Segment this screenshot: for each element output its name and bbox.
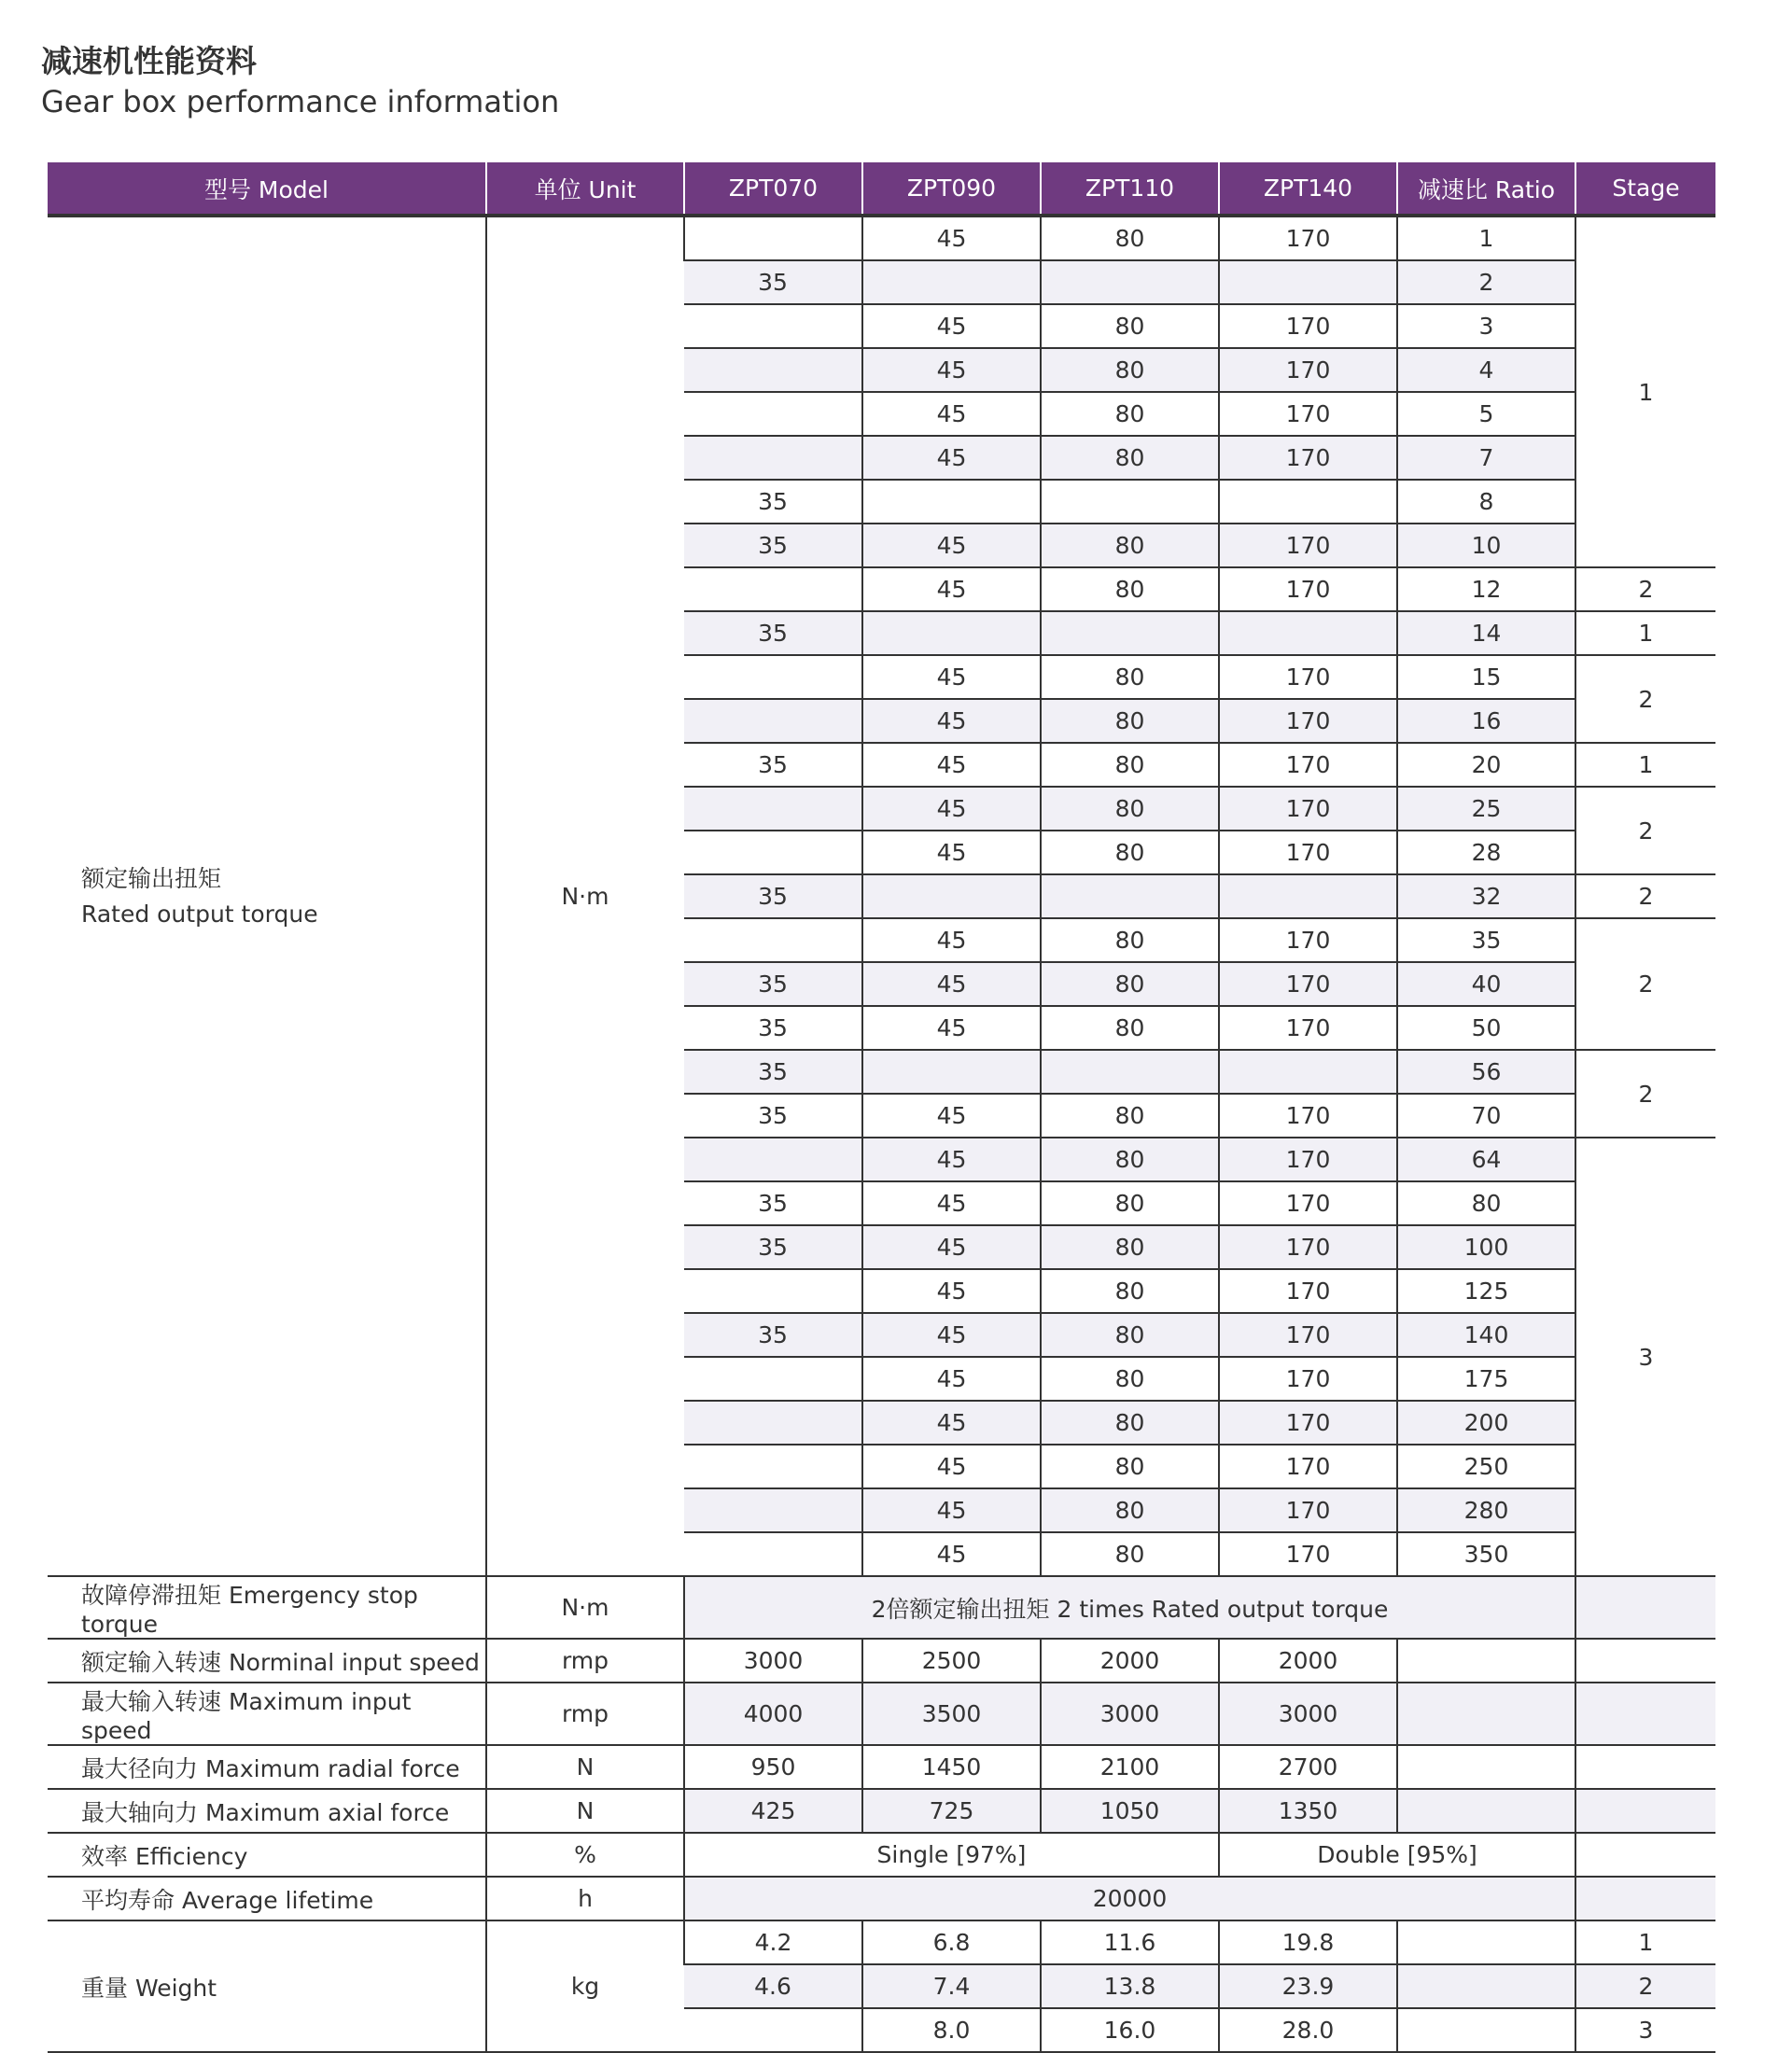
torque-zpt090-cell: 45	[862, 304, 1041, 348]
torque-ratio-cell: 15	[1397, 655, 1575, 699]
torque-zpt070-cell: 35	[684, 962, 862, 1006]
stage-cell: 2	[1575, 655, 1715, 743]
stage-cell: 1	[1575, 216, 1715, 567]
axial-zpt070: 425	[684, 1789, 862, 1833]
table-row	[48, 1877, 1715, 1920]
torque-ratio-cell: 14	[1397, 611, 1575, 655]
torque-zpt070-cell: 35	[684, 1225, 862, 1269]
torque-zpt140-cell: 170	[1219, 567, 1397, 611]
empty-cell	[1575, 1745, 1715, 1789]
torque-zpt140-cell	[1219, 874, 1397, 918]
torque-zpt090-cell: 45	[862, 1401, 1041, 1445]
weight-zpt070-cell: 4.2	[684, 1920, 862, 1964]
torque-zpt140-cell: 170	[1219, 1488, 1397, 1532]
weight-label: 重量 Weight	[48, 1920, 486, 2052]
weight-zpt140-cell: 19.8	[1219, 1920, 1397, 1964]
torque-zpt140-cell: 170	[1219, 1532, 1397, 1576]
torque-zpt110-cell: 80	[1041, 1401, 1219, 1445]
torque-zpt070-cell	[684, 304, 862, 348]
torque-label-en: Rated output torque	[81, 900, 318, 928]
torque-zpt140-cell: 170	[1219, 436, 1397, 480]
torque-zpt140-cell: 170	[1219, 1357, 1397, 1401]
torque-zpt090-cell: 45	[862, 1313, 1041, 1357]
torque-zpt110-cell: 80	[1041, 524, 1219, 567]
efficiency-unit: %	[486, 1833, 684, 1877]
stage-cell: 2	[1575, 787, 1715, 874]
empty-cell	[1575, 1639, 1715, 1683]
torque-ratio-cell: 100	[1397, 1225, 1575, 1269]
torque-ratio-cell: 2	[1397, 260, 1575, 304]
torque-zpt140-cell: 170	[1219, 1181, 1397, 1225]
torque-zpt140-cell: 170	[1219, 216, 1397, 260]
torque-zpt070-cell	[684, 436, 862, 480]
table-row	[48, 216, 1715, 260]
torque-zpt140-cell: 170	[1219, 524, 1397, 567]
weight-zpt110-cell: 16.0	[1041, 2008, 1219, 2052]
torque-zpt140-cell: 170	[1219, 831, 1397, 874]
torque-zpt140-cell: 170	[1219, 962, 1397, 1006]
torque-zpt140-cell: 170	[1219, 1313, 1397, 1357]
input-speed-zpt110: 2000	[1041, 1639, 1219, 1683]
lifetime-label: 平均寿命 Average lifetime	[48, 1877, 486, 1920]
torque-ratio-cell: 8	[1397, 480, 1575, 524]
torque-zpt140-cell: 170	[1219, 1094, 1397, 1138]
input-speed-label: 额定输入转速 Norminal input speed	[48, 1639, 486, 1683]
torque-zpt140-cell	[1219, 611, 1397, 655]
table-row	[48, 1920, 1715, 1964]
torque-zpt090-cell: 45	[862, 1181, 1041, 1225]
empty-cell	[1575, 1576, 1715, 1639]
torque-zpt140-cell	[1219, 260, 1397, 304]
max-speed-unit: rmp	[486, 1683, 684, 1745]
radial-zpt090: 1450	[862, 1745, 1041, 1789]
header-unit: 单位 Unit	[486, 162, 684, 216]
torque-zpt110-cell	[1041, 1050, 1219, 1094]
empty-cell	[1397, 1683, 1575, 1745]
torque-ratio-cell: 3	[1397, 304, 1575, 348]
radial-unit: N	[486, 1745, 684, 1789]
lifetime-value: 20000	[684, 1877, 1575, 1920]
weight-section	[48, 1920, 1715, 2052]
header-ratio: 减速比 Ratio	[1397, 162, 1575, 216]
emergency-label: 故障停滞扭矩 Emergency stop torque	[48, 1576, 486, 1639]
empty-cell	[1397, 1745, 1575, 1789]
torque-zpt140-cell: 170	[1219, 1138, 1397, 1181]
torque-ratio-cell: 7	[1397, 436, 1575, 480]
stage-cell: 1	[1575, 611, 1715, 655]
torque-zpt090-cell: 45	[862, 655, 1041, 699]
torque-zpt140-cell: 170	[1219, 1006, 1397, 1050]
torque-ratio-cell: 250	[1397, 1445, 1575, 1488]
torque-zpt070-cell	[684, 216, 862, 260]
torque-zpt070-cell	[684, 787, 862, 831]
torque-zpt110-cell: 80	[1041, 1181, 1219, 1225]
torque-zpt110-cell: 80	[1041, 1532, 1219, 1576]
torque-zpt140-cell: 170	[1219, 743, 1397, 787]
efficiency-double: Double [95%]	[1219, 1833, 1575, 1877]
stage-cell: 2	[1575, 567, 1715, 611]
max-speed-zpt110: 3000	[1041, 1683, 1219, 1745]
page-title-cn: 减速机性能资料	[41, 43, 257, 79]
torque-zpt090-cell: 45	[862, 1138, 1041, 1181]
empty-cell	[1575, 1877, 1715, 1920]
weight-zpt110-cell: 11.6	[1041, 1920, 1219, 1964]
torque-ratio-cell: 350	[1397, 1532, 1575, 1576]
table-row	[48, 1789, 1715, 1833]
torque-zpt140-cell: 170	[1219, 1401, 1397, 1445]
max-speed-label: 最大输入转速 Maximum input speed	[48, 1683, 486, 1745]
radial-zpt070: 950	[684, 1745, 862, 1789]
torque-zpt070-cell	[684, 1357, 862, 1401]
table-row	[48, 1833, 1715, 1877]
max-speed-zpt070: 4000	[684, 1683, 862, 1745]
max-speed-zpt090: 3500	[862, 1683, 1041, 1745]
torque-zpt070-cell	[684, 831, 862, 874]
torque-zpt090-cell: 45	[862, 831, 1041, 874]
axial-zpt110: 1050	[1041, 1789, 1219, 1833]
torque-zpt070-cell	[684, 348, 862, 392]
performance-table	[48, 162, 1715, 2053]
torque-zpt110-cell: 80	[1041, 1225, 1219, 1269]
torque-zpt070-cell: 35	[684, 743, 862, 787]
torque-ratio-cell: 5	[1397, 392, 1575, 436]
max-speed-zpt140: 3000	[1219, 1683, 1397, 1745]
torque-zpt110-cell	[1041, 480, 1219, 524]
weight-zpt090-cell: 6.8	[862, 1920, 1041, 1964]
torque-zpt140-cell: 170	[1219, 918, 1397, 962]
torque-zpt110-cell: 80	[1041, 392, 1219, 436]
empty-cell	[1575, 1833, 1715, 1877]
axial-zpt140: 1350	[1219, 1789, 1397, 1833]
torque-zpt110-cell: 80	[1041, 1269, 1219, 1313]
torque-ratio-cell: 200	[1397, 1401, 1575, 1445]
torque-zpt140-cell: 170	[1219, 699, 1397, 743]
torque-zpt090-cell: 45	[862, 699, 1041, 743]
input-speed-zpt090: 2500	[862, 1639, 1041, 1683]
table-row	[48, 1639, 1715, 1683]
torque-zpt090-cell: 45	[862, 1445, 1041, 1488]
header-zpt140: ZPT140	[1219, 162, 1397, 216]
torque-ratio-cell: 70	[1397, 1094, 1575, 1138]
weight-zpt140-cell: 28.0	[1219, 2008, 1397, 2052]
torque-zpt110-cell: 80	[1041, 348, 1219, 392]
weight-zpt110-cell: 13.8	[1041, 1964, 1219, 2008]
torque-zpt070-cell: 35	[684, 1313, 862, 1357]
torque-zpt090-cell: 45	[862, 918, 1041, 962]
torque-zpt110-cell	[1041, 260, 1219, 304]
torque-zpt070-cell	[684, 655, 862, 699]
torque-zpt110-cell: 80	[1041, 831, 1219, 874]
torque-ratio-cell: 280	[1397, 1488, 1575, 1532]
torque-ratio-cell: 4	[1397, 348, 1575, 392]
torque-zpt090-cell: 45	[862, 1357, 1041, 1401]
torque-label-cn: 额定输出扭矩	[81, 864, 222, 892]
table-row	[48, 1683, 1715, 1745]
torque-zpt070-cell	[684, 699, 862, 743]
torque-zpt090-cell	[862, 260, 1041, 304]
torque-zpt140-cell	[1219, 1050, 1397, 1094]
empty-cell	[1397, 1964, 1575, 2008]
torque-zpt140-cell: 170	[1219, 304, 1397, 348]
efficiency-label: 效率 Efficiency	[48, 1833, 486, 1877]
torque-ratio-cell: 1	[1397, 216, 1575, 260]
torque-zpt070-cell	[684, 1488, 862, 1532]
torque-zpt090-cell: 45	[862, 524, 1041, 567]
torque-zpt110-cell: 80	[1041, 655, 1219, 699]
torque-ratio-cell: 28	[1397, 831, 1575, 874]
torque-zpt070-cell	[684, 918, 862, 962]
torque-label	[48, 216, 486, 1576]
torque-zpt090-cell: 45	[862, 216, 1041, 260]
torque-zpt110-cell: 80	[1041, 962, 1219, 1006]
torque-section	[48, 216, 1715, 1576]
torque-zpt090-cell	[862, 1050, 1041, 1094]
torque-zpt090-cell: 45	[862, 743, 1041, 787]
torque-zpt110-cell: 80	[1041, 1488, 1219, 1532]
torque-unit: N·m	[486, 216, 684, 1576]
torque-zpt090-cell: 45	[862, 1488, 1041, 1532]
empty-cell	[1575, 1789, 1715, 1833]
torque-ratio-cell: 35	[1397, 918, 1575, 962]
torque-zpt070-cell: 35	[684, 480, 862, 524]
torque-zpt110-cell: 80	[1041, 567, 1219, 611]
stage-cell: 2	[1575, 1050, 1715, 1138]
torque-zpt140-cell: 170	[1219, 1225, 1397, 1269]
torque-zpt070-cell: 35	[684, 1050, 862, 1094]
emergency-value: 2倍额定输出扭矩 2 times Rated output torque	[684, 1576, 1575, 1639]
torque-zpt090-cell	[862, 611, 1041, 655]
torque-zpt110-cell: 80	[1041, 787, 1219, 831]
header-row	[48, 162, 1715, 216]
stage-cell: 1	[1575, 743, 1715, 787]
torque-ratio-cell: 125	[1397, 1269, 1575, 1313]
torque-zpt110-cell: 80	[1041, 216, 1219, 260]
empty-cell	[1397, 1920, 1575, 1964]
weight-zpt090-cell: 8.0	[862, 2008, 1041, 2052]
input-speed-zpt070: 3000	[684, 1639, 862, 1683]
axial-label: 最大轴向力 Maximum axial force	[48, 1789, 486, 1833]
stage-cell: 2	[1575, 918, 1715, 1050]
torque-zpt110-cell: 80	[1041, 743, 1219, 787]
torque-zpt110-cell: 80	[1041, 436, 1219, 480]
weight-stage-cell: 1	[1575, 1920, 1715, 1964]
stage-cell: 3	[1575, 1138, 1715, 1576]
torque-zpt070-cell	[684, 1532, 862, 1576]
torque-zpt110-cell: 80	[1041, 1094, 1219, 1138]
weight-stage-cell: 3	[1575, 2008, 1715, 2052]
radial-label: 最大径向力 Maximum radial force	[48, 1745, 486, 1789]
torque-zpt110-cell: 80	[1041, 699, 1219, 743]
torque-zpt090-cell: 45	[862, 1225, 1041, 1269]
torque-zpt140-cell: 170	[1219, 392, 1397, 436]
torque-zpt140-cell	[1219, 480, 1397, 524]
empty-cell	[1575, 1683, 1715, 1745]
weight-zpt070-cell	[684, 2008, 862, 2052]
torque-zpt070-cell	[684, 1445, 862, 1488]
torque-zpt110-cell	[1041, 874, 1219, 918]
torque-zpt140-cell: 170	[1219, 655, 1397, 699]
torque-zpt070-cell: 35	[684, 1181, 862, 1225]
header-zpt090: ZPT090	[862, 162, 1041, 216]
torque-zpt090-cell: 45	[862, 1094, 1041, 1138]
torque-zpt090-cell	[862, 480, 1041, 524]
torque-ratio-cell: 20	[1397, 743, 1575, 787]
table-row	[48, 1745, 1715, 1789]
torque-zpt090-cell: 45	[862, 392, 1041, 436]
torque-zpt110-cell: 80	[1041, 1313, 1219, 1357]
torque-ratio-cell: 56	[1397, 1050, 1575, 1094]
header-zpt110: ZPT110	[1041, 162, 1219, 216]
torque-zpt090-cell: 45	[862, 436, 1041, 480]
stage-cell: 2	[1575, 874, 1715, 918]
torque-zpt070-cell: 35	[684, 1094, 862, 1138]
torque-zpt070-cell: 35	[684, 524, 862, 567]
header-model: 型号 Model	[48, 162, 486, 216]
page-title-en: Gear box performance information	[41, 84, 560, 119]
empty-cell	[1397, 1789, 1575, 1833]
weight-unit: kg	[486, 1920, 684, 2052]
torque-zpt070-cell	[684, 1269, 862, 1313]
table-row	[48, 1576, 1715, 1639]
empty-cell	[1397, 1639, 1575, 1683]
torque-zpt090-cell: 45	[862, 787, 1041, 831]
torque-ratio-cell: 80	[1397, 1181, 1575, 1225]
torque-zpt070-cell: 35	[684, 874, 862, 918]
torque-zpt140-cell: 170	[1219, 787, 1397, 831]
torque-ratio-cell: 140	[1397, 1313, 1575, 1357]
torque-ratio-cell: 50	[1397, 1006, 1575, 1050]
torque-zpt140-cell: 170	[1219, 1269, 1397, 1313]
torque-zpt090-cell: 45	[862, 1532, 1041, 1576]
efficiency-single: Single [97%]	[684, 1833, 1219, 1877]
torque-ratio-cell: 64	[1397, 1138, 1575, 1181]
input-speed-unit: rmp	[486, 1639, 684, 1683]
torque-zpt070-cell	[684, 1138, 862, 1181]
torque-ratio-cell: 10	[1397, 524, 1575, 567]
torque-zpt070-cell	[684, 567, 862, 611]
torque-ratio-cell: 16	[1397, 699, 1575, 743]
torque-zpt070-cell	[684, 392, 862, 436]
other-specs	[48, 1576, 1715, 1920]
weight-zpt070-cell: 4.6	[684, 1964, 862, 2008]
torque-ratio-cell: 40	[1397, 962, 1575, 1006]
empty-cell	[1397, 2008, 1575, 2052]
torque-zpt090-cell: 45	[862, 962, 1041, 1006]
lifetime-unit: h	[486, 1877, 684, 1920]
torque-zpt070-cell	[684, 1401, 862, 1445]
torque-zpt110-cell: 80	[1041, 1138, 1219, 1181]
torque-zpt140-cell: 170	[1219, 1445, 1397, 1488]
torque-zpt110-cell: 80	[1041, 918, 1219, 962]
torque-zpt090-cell: 45	[862, 1269, 1041, 1313]
axial-unit: N	[486, 1789, 684, 1833]
emergency-unit: N·m	[486, 1576, 684, 1639]
axial-zpt090: 725	[862, 1789, 1041, 1833]
torque-zpt070-cell: 35	[684, 260, 862, 304]
torque-zpt110-cell: 80	[1041, 1445, 1219, 1488]
torque-zpt090-cell: 45	[862, 348, 1041, 392]
weight-zpt140-cell: 23.9	[1219, 1964, 1397, 2008]
radial-zpt140: 2700	[1219, 1745, 1397, 1789]
torque-ratio-cell: 12	[1397, 567, 1575, 611]
weight-zpt090-cell: 7.4	[862, 1964, 1041, 2008]
torque-zpt070-cell: 35	[684, 611, 862, 655]
torque-zpt140-cell: 170	[1219, 348, 1397, 392]
input-speed-zpt140: 2000	[1219, 1639, 1397, 1683]
torque-ratio-cell: 25	[1397, 787, 1575, 831]
torque-zpt110-cell: 80	[1041, 304, 1219, 348]
torque-ratio-cell: 175	[1397, 1357, 1575, 1401]
header-stage: Stage	[1575, 162, 1715, 216]
torque-zpt090-cell: 45	[862, 1006, 1041, 1050]
weight-stage-cell: 2	[1575, 1964, 1715, 2008]
torque-zpt070-cell: 35	[684, 1006, 862, 1050]
header-zpt070: ZPT070	[684, 162, 862, 216]
radial-zpt110: 2100	[1041, 1745, 1219, 1789]
torque-zpt110-cell: 80	[1041, 1357, 1219, 1401]
torque-zpt090-cell: 45	[862, 567, 1041, 611]
torque-zpt090-cell	[862, 874, 1041, 918]
torque-zpt110-cell: 80	[1041, 1006, 1219, 1050]
torque-ratio-cell: 32	[1397, 874, 1575, 918]
torque-zpt110-cell	[1041, 611, 1219, 655]
